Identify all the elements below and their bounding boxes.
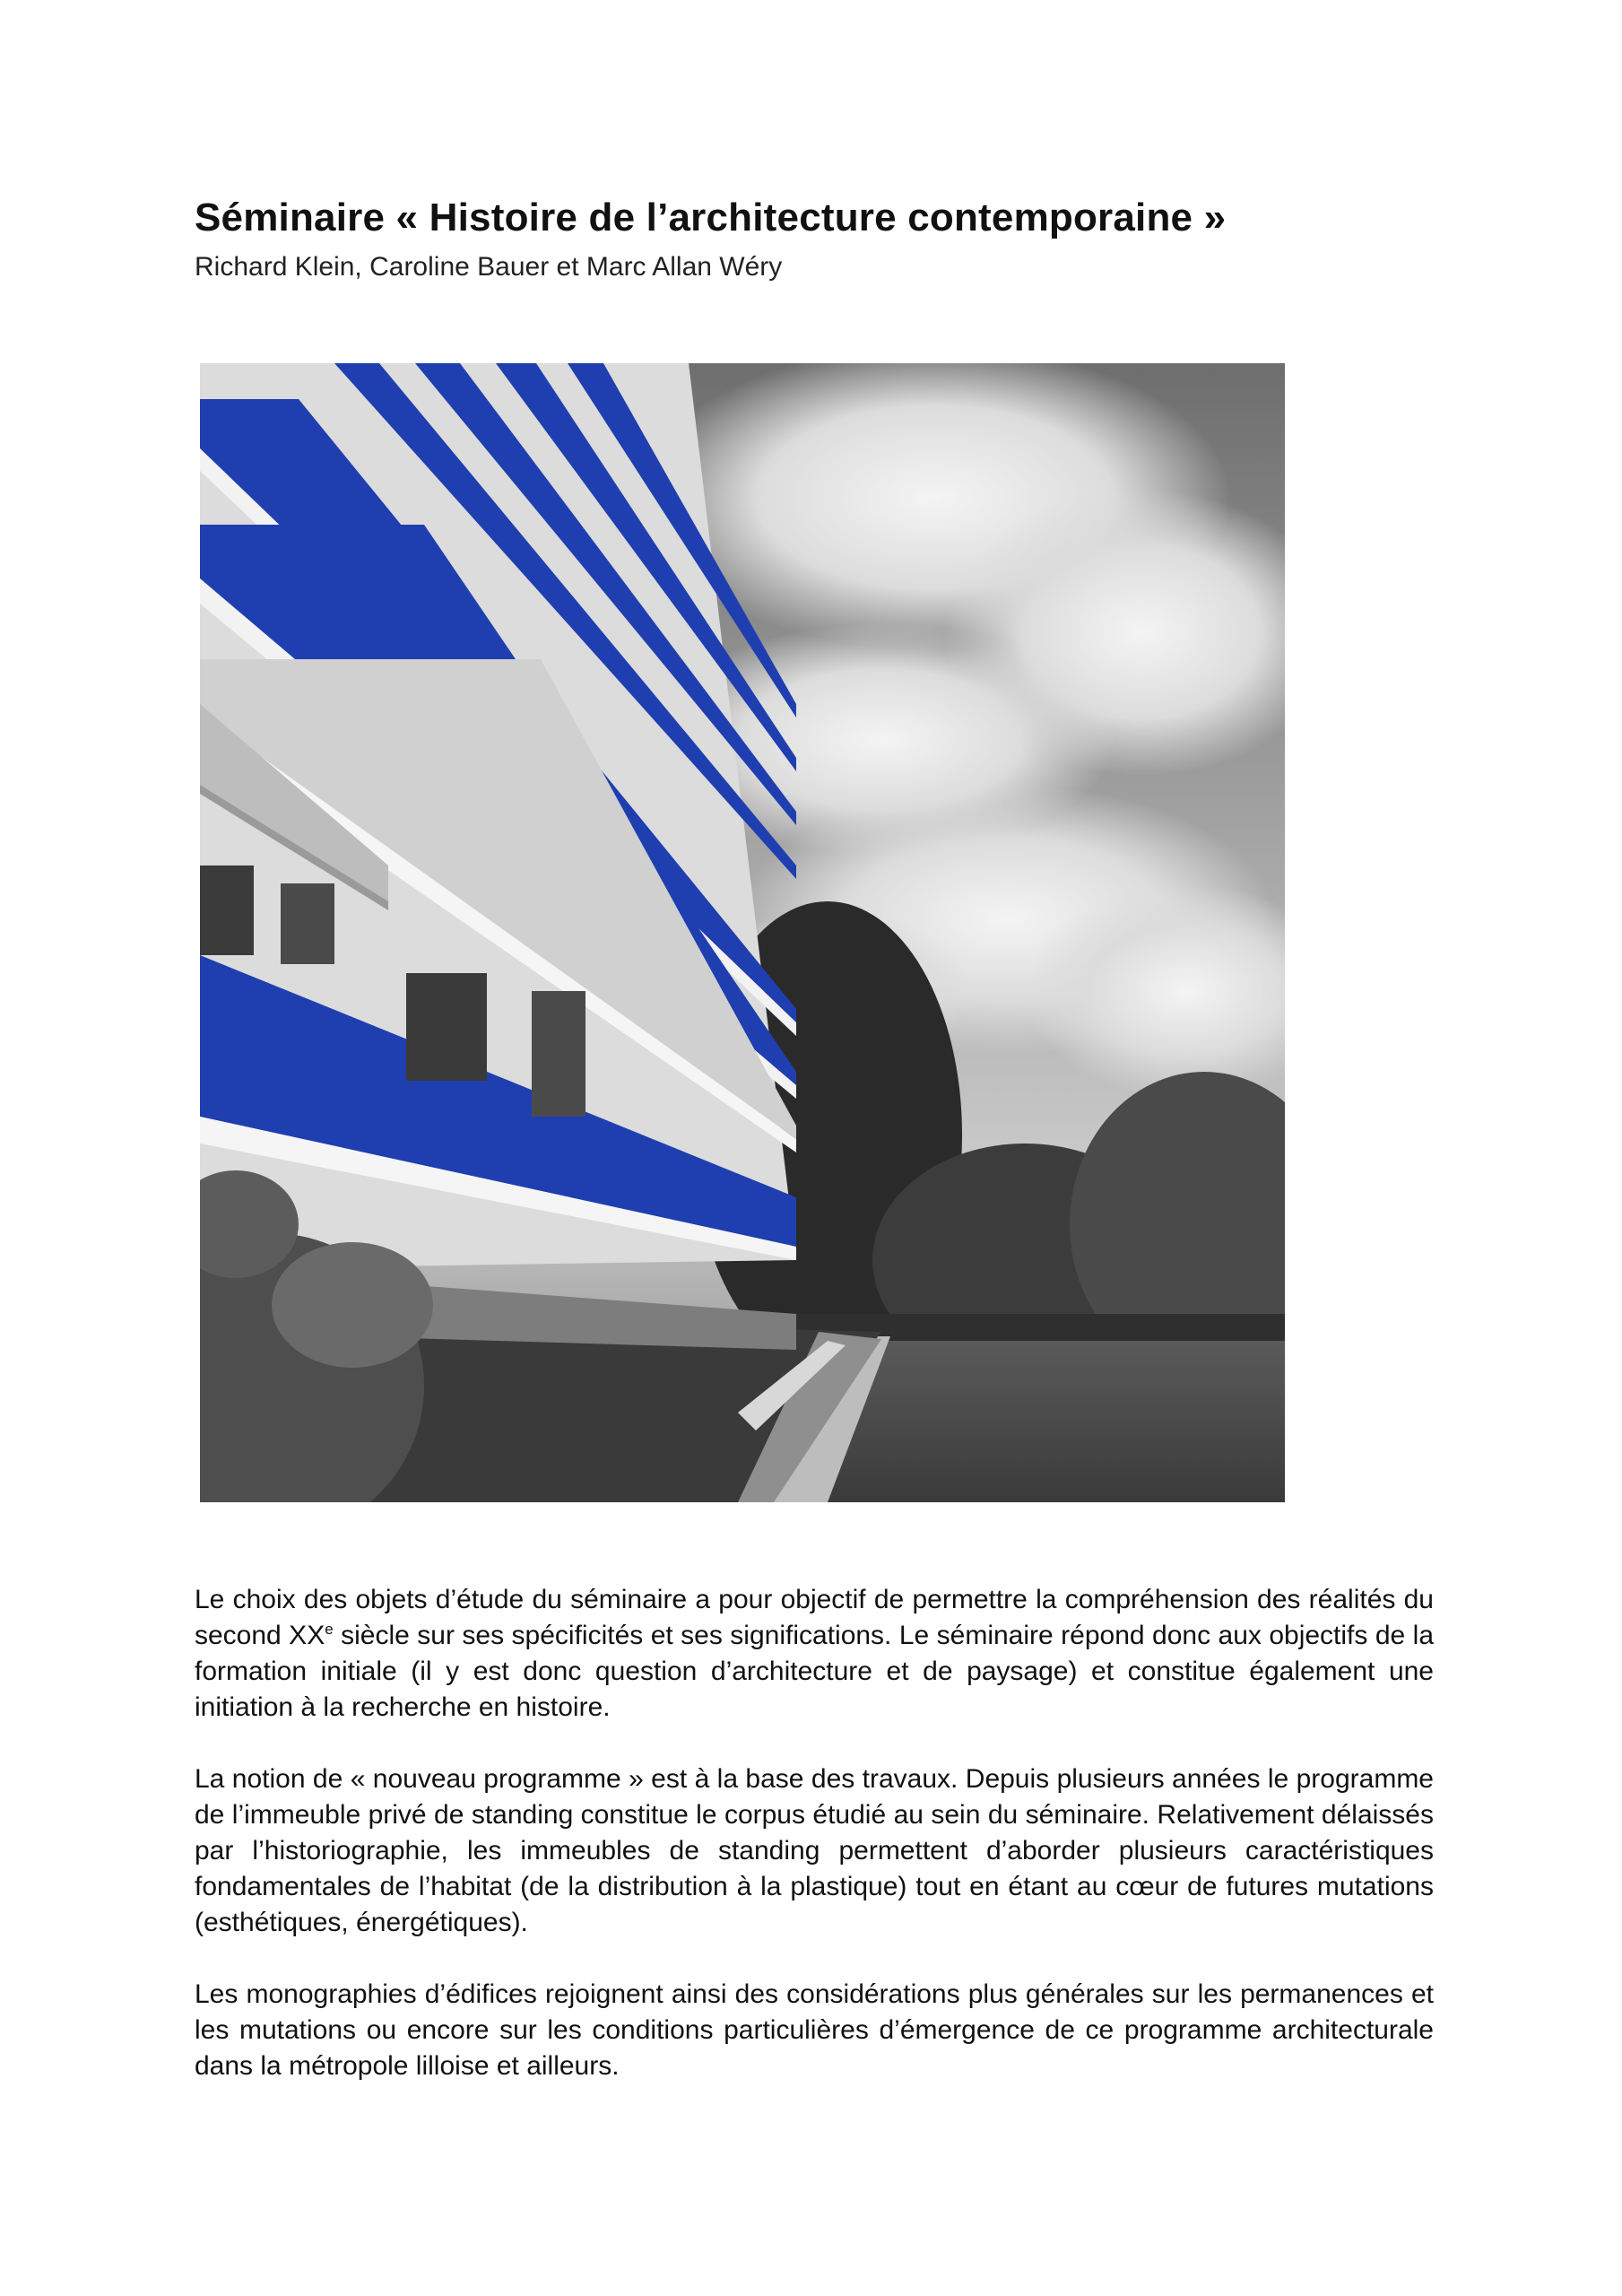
paragraph-2: La notion de « nouveau programme » est à la base des travaux. Depuis plusieurs années le programme de l’immeuble privé de standing constitue le corpus étudié au sein du séminaire. Relativement délaissés par l’historiographie, les immeubles de standing permettent d’aborder plusieurs caractéristiques fondamentales de l’habitat (de la distribution à la plastique) tout en étant au cœur de futures mutations (esthétiques, énergétiques).: [195, 1764, 1434, 1937]
superscript-e: e: [325, 1621, 334, 1638]
building-photo: [200, 363, 1285, 1502]
paragraph-1-start: Le choix des objets d’étude du séminaire a pour objectif de permettre la compréhension des réalités du second XX: [195, 1585, 1434, 1650]
page-title: Séminaire « Histoire de l’architecture contemporaine »: [195, 196, 1227, 239]
paragraph-1: [195, 1582, 1434, 1726]
building-photo-illustration: [200, 363, 1285, 1502]
authors-line: Richard Klein, Caroline Bauer et Marc Allan Wéry: [195, 252, 783, 282]
paragraph-3: Les monographies d’édifices rejoignent ainsi des considérations plus générales sur les permanences et les mutations ou encore sur les conditions particulières d’émergence de ce programme architecturale dans la métropole lilloise et ailleurs.: [195, 1979, 1434, 2081]
paragraph-1-end: siècle sur ses spécificités et ses significations. Le séminaire répond donc aux objectifs de la formation initiale (il y est donc question d’architecture et de paysage) et constitue également une initiation à la recherche en histoire.: [195, 1621, 1435, 1722]
